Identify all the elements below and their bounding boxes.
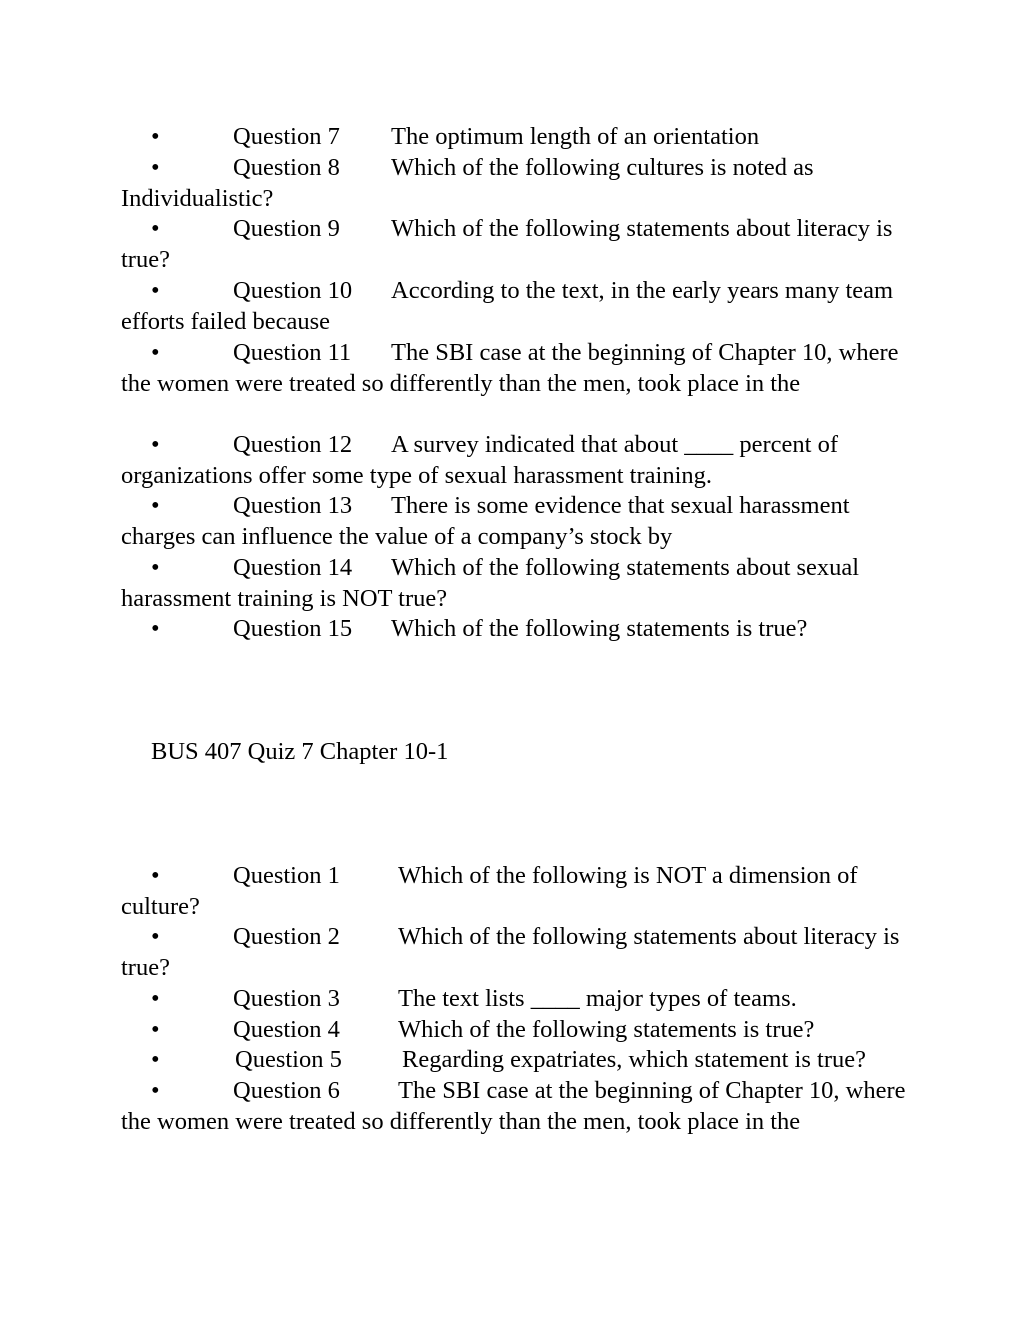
bullet: • [151,431,160,458]
question-number: Question 12 [233,431,353,458]
question-text: The SBI case at the beginning of Chapter 10, where the women were treated so differently than the men, took place in the [121,339,899,397]
question-text: There is some evidence that sexual harassment charges can influence the value of a company’s stock by [121,492,850,550]
question-text: The optimum length of an orientation [391,123,760,150]
question-item-9 [121,214,911,276]
question-text: Which of the following statements about sexual harassment training is NOT true? [121,554,860,612]
question-text: Which of the following statements about literacy is true? [121,923,900,981]
question-item-12 [121,430,911,492]
question-item-14 [121,553,911,615]
question-number: Question 13 [233,492,353,519]
question-number: Question 2 [233,923,340,950]
bullet: • [151,985,160,1012]
question-text: The SBI case at the beginning of Chapter 10, where the women were treated so differently than the men, took place in the [121,1077,906,1135]
question-item-1 [121,861,911,923]
question-text: Which of the following statements about literacy is true? [121,215,893,273]
question-text: A survey indicated that about ____ percent of organizations offer some type of sexual harassment training. [121,431,838,489]
quiz-heading: BUS 407 Quiz 7 Chapter 10-1 [151,738,449,765]
bullet: • [151,154,160,181]
question-item-4 [121,1015,911,1046]
bullet: • [151,492,160,519]
question-number: Question 5 [235,1046,342,1073]
question-text: Which of the following statements is true? [391,615,808,642]
question-text: Regarding expatriates, which statement is true? [402,1046,866,1073]
question-number: Question 15 [233,615,353,642]
question-item-6 [121,1076,911,1138]
bullet: • [151,923,160,950]
question-number: Question 14 [233,554,353,581]
question-text: Which of the following statements is true? [398,1016,815,1043]
question-number: Question 4 [233,1016,340,1043]
question-item-10 [121,276,911,338]
bullet: • [151,277,160,304]
question-number: Question 10 [233,277,353,304]
bullet: • [151,123,160,150]
question-item-7 [121,122,911,153]
question-item-8 [121,153,911,215]
question-number: Question 6 [233,1077,340,1104]
question-item-5 [121,1045,931,1076]
question-text: Which of the following is NOT a dimension of culture? [121,862,858,920]
question-text: According to the text, in the early years many team efforts failed because [121,277,894,335]
question-number: Question 8 [233,154,340,181]
question-item-2 [121,922,911,984]
question-number: Question 9 [233,215,340,242]
question-number: Question 7 [233,123,340,150]
bullet: • [151,1077,160,1104]
question-number: Question 3 [233,985,340,1012]
question-text: Which of the following cultures is noted as Individualistic? [121,154,814,212]
bullet: • [151,1046,160,1073]
bullet: • [151,339,160,366]
question-item-11 [121,338,911,400]
question-item-3 [121,984,911,1015]
bullet: • [151,862,160,889]
bullet: • [151,215,160,242]
bullet: • [151,1016,160,1043]
bullet: • [151,554,160,581]
question-item-15 [121,614,911,645]
question-number: Question 1 [233,862,340,889]
question-number: Question 11 [233,339,352,366]
question-item-13 [121,491,911,553]
bullet: • [151,615,160,642]
question-text: The text lists ____ major types of teams. [398,985,797,1012]
